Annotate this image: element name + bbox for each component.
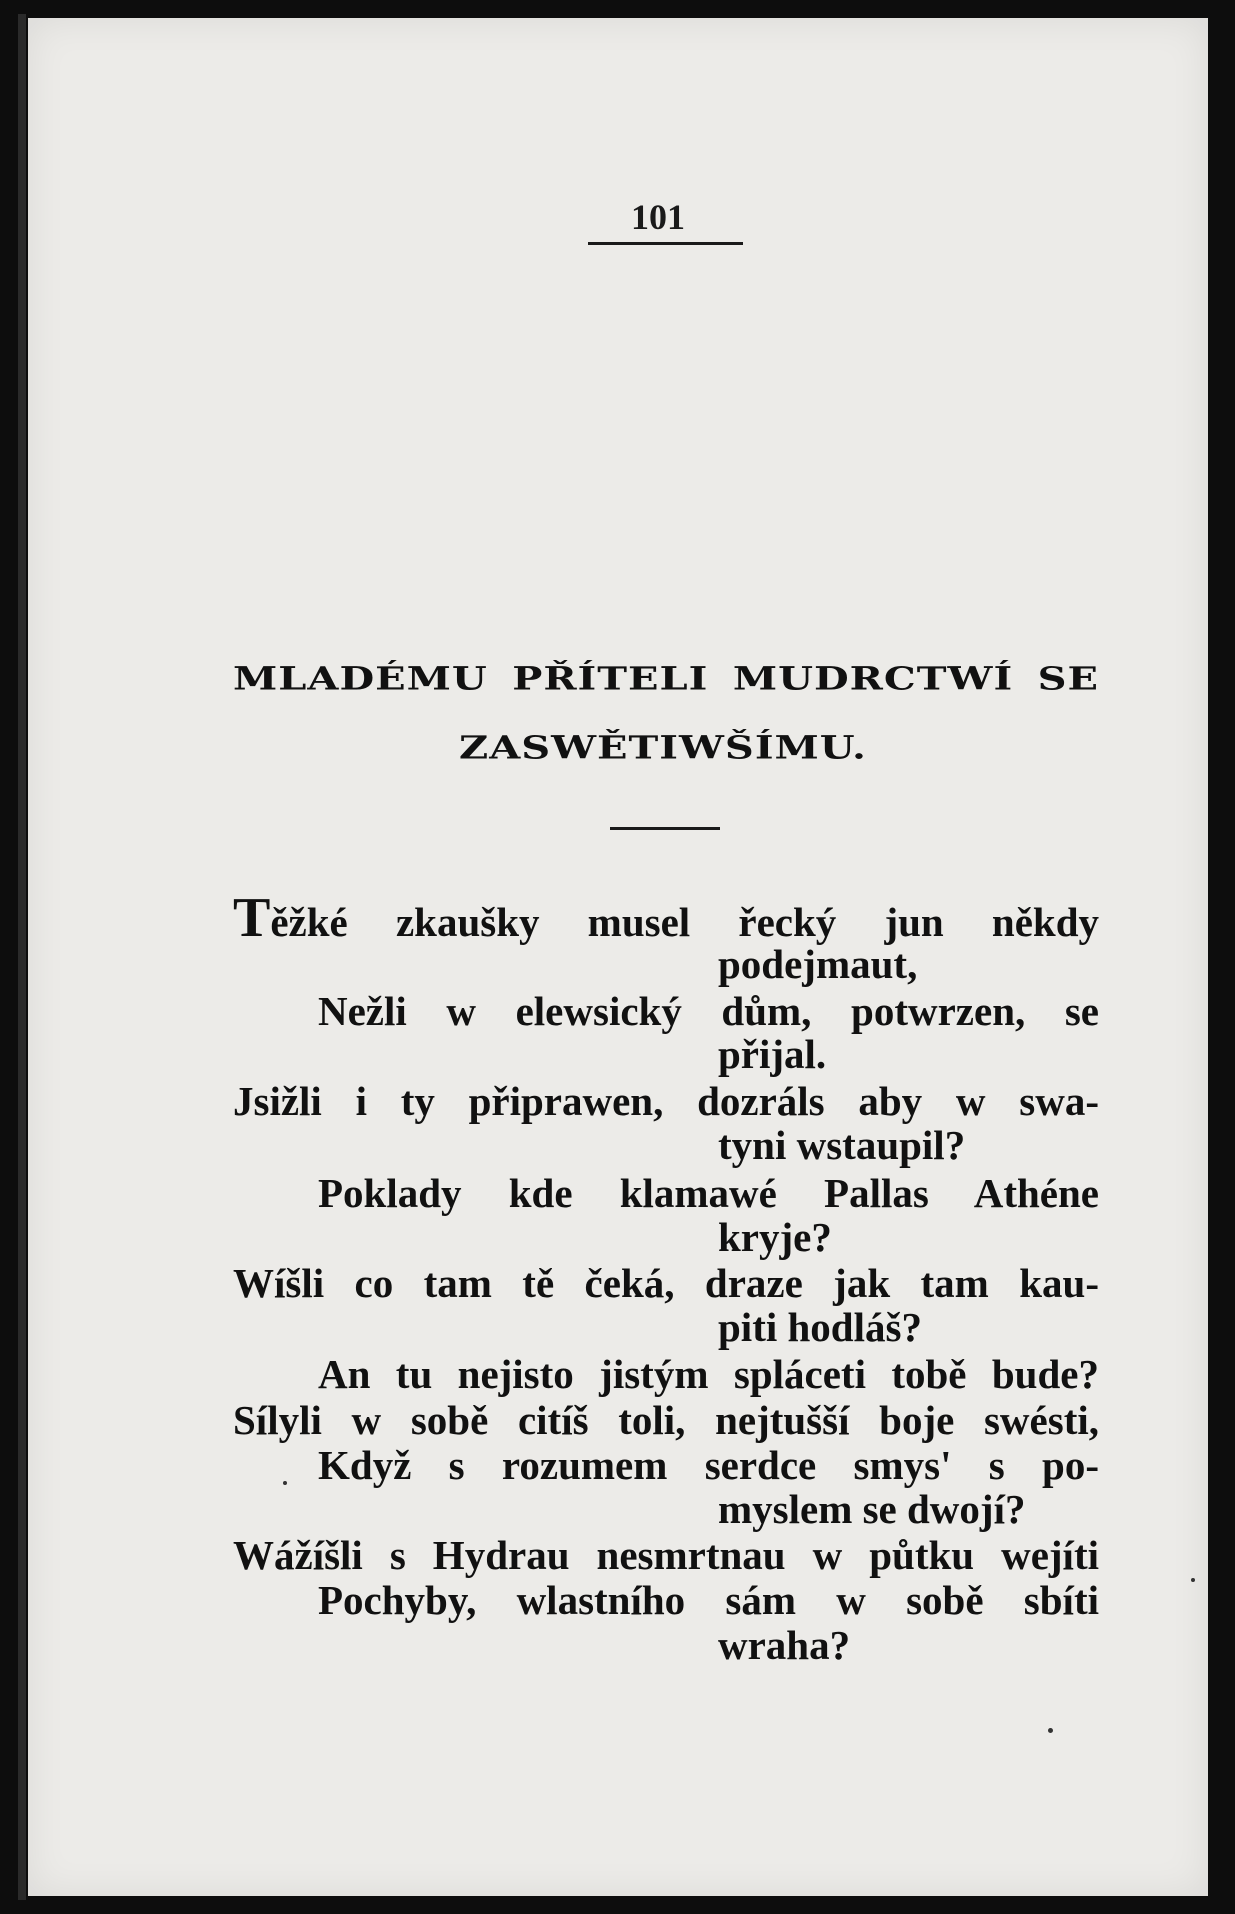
poem-line-17: wraha? — [718, 1622, 851, 1668]
page-number-rule — [588, 242, 743, 245]
poem-line-12: Sílyli w sobě citíš toli, nejtušší boje swésti, — [233, 1397, 1099, 1443]
poem-line-4: přijal. — [718, 1031, 827, 1077]
poem-line-1-text: ěžké zkaušky musel řecký jun někdy — [270, 899, 1099, 945]
paper-speck — [1048, 1728, 1053, 1733]
page-number: 101 — [631, 197, 685, 237]
poem-line-8: kryje? — [718, 1214, 832, 1260]
paper-speck — [1191, 1578, 1195, 1582]
poem-line-16: Pochyby, wlastního sám w sobě sbíti — [318, 1577, 1099, 1623]
poem-line-7: Poklady kde klamawé Pallas Athéne — [318, 1170, 1099, 1216]
poem-line-6: tyni wstaupil? — [718, 1122, 966, 1168]
poem-title-line-2: ZASWĚTIWŠÍMU. — [459, 729, 867, 767]
poem-line-2: podejmaut, — [718, 941, 918, 987]
drop-cap: T — [233, 887, 271, 949]
poem-line-11: An tu nejisto jistým spláceti tobě bude? — [318, 1351, 1099, 1397]
poem-line-1 — [233, 887, 1099, 949]
poem-line-3: Nežli w elewsický dům, potwrzen, se — [318, 988, 1099, 1034]
book-page — [28, 18, 1208, 1896]
poem-line-10: piti hodláš? — [718, 1304, 922, 1350]
poem-line-5: Jsižli i ty připrawen, dozráls aby w swa- — [233, 1078, 1099, 1124]
poem-line-13: Když s rozumem serdce smys' s po- — [318, 1442, 1099, 1488]
poem-line-15: Wážíšli s Hydrau nesmrtnau w půtku wejíti — [233, 1532, 1099, 1578]
poem-title-line-1: MLADÉMU PŘÍTELI MUDRCTWÍ SE — [233, 660, 1099, 698]
poem-line-9: Wíšli co tam tě čeká, draze jak tam kau- — [233, 1260, 1099, 1306]
paper-speck — [283, 1481, 287, 1485]
title-divider — [610, 827, 720, 830]
poem-line-14: myslem se dwojí? — [718, 1486, 1026, 1532]
page-binding-edge — [18, 14, 26, 1900]
